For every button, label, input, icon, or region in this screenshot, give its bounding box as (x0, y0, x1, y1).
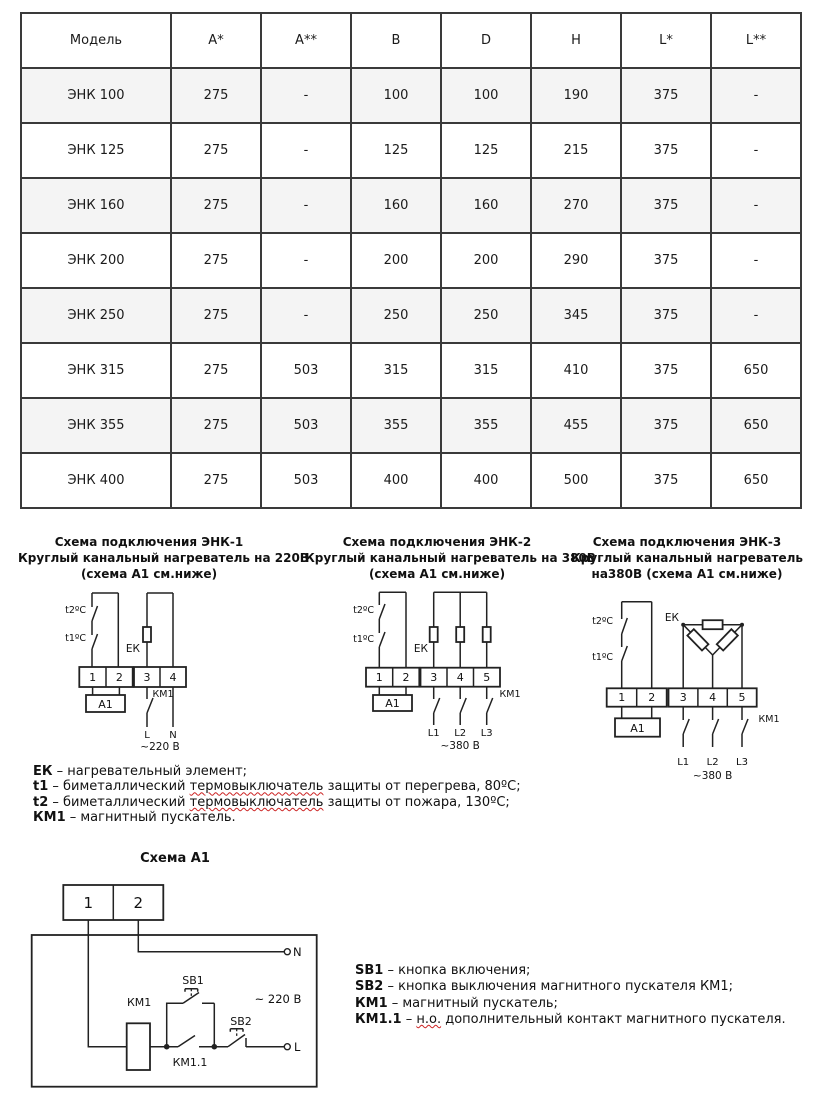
table-cell: 400 (351, 453, 441, 508)
heater-element-symbol (717, 629, 738, 650)
terminal-number: 4 (169, 671, 177, 684)
km1-label: КМ1 (152, 689, 174, 700)
table-cell: 190 (531, 68, 621, 123)
neutral-label: N (169, 730, 177, 741)
legend-wavy-text: термовыключатель (189, 794, 324, 810)
legend-text: – биметаллический (48, 779, 190, 795)
phase-l3-label: L3 (736, 757, 748, 768)
table-cell: - (261, 288, 351, 343)
sb1-label: SB1 (182, 974, 204, 987)
ek-label: ЕК (125, 643, 140, 655)
ek-label: ЕК (664, 612, 679, 624)
table-cell: 275 (171, 68, 261, 123)
legend-item (355, 963, 786, 979)
table-cell: 355 (441, 398, 531, 453)
table-row (21, 233, 801, 288)
legend-term: КМ1.1 (355, 1012, 402, 1028)
heater-element-symbol (143, 627, 151, 642)
terminal-number: 2 (115, 671, 123, 684)
table-cell: 315 (441, 343, 531, 398)
neutral-label: N (293, 945, 302, 959)
schema-a1-diagram (25, 875, 325, 1100)
title-line: на380В (схема А1 см.ниже) (591, 567, 783, 581)
phase-l-label: L (294, 1040, 301, 1054)
terminal-number: 5 (483, 671, 491, 684)
legend-item (33, 779, 521, 794)
table-cell: 345 (531, 288, 621, 343)
legend-item (33, 810, 521, 825)
table-cell: - (261, 123, 351, 178)
header-a2: A** (261, 13, 351, 68)
model-cell: ЭНК 355 (21, 398, 171, 453)
legend-item (355, 1012, 786, 1028)
legend-text: дополнительный контакт магнитного пускателя. (441, 1012, 786, 1028)
table-row (21, 178, 801, 233)
ek-label: ЕК (413, 643, 428, 655)
table-cell: 375 (621, 123, 711, 178)
legend-text: – кнопка включения; (383, 963, 531, 978)
voltage-label: ~380 В (440, 740, 480, 752)
legend-text: – (401, 1012, 417, 1028)
terminal-number: 3 (430, 671, 438, 684)
a1-label: А1 (630, 722, 645, 735)
legend-term: КМ1 (33, 810, 66, 826)
table-cell: 215 (531, 123, 621, 178)
table-cell: 275 (171, 178, 261, 233)
t2-label: t2ºC (353, 605, 374, 616)
legend-term: t2 (33, 794, 49, 810)
header-model: Модель (21, 13, 171, 68)
header-l2: L** (711, 13, 801, 68)
table-cell: 100 (441, 68, 531, 123)
km1-label: КМ1 (758, 714, 780, 725)
table-row (21, 343, 801, 398)
table-cell: 275 (171, 123, 261, 178)
title-line: Схема подключения ЭНК-3 (592, 535, 782, 549)
table-cell: - (711, 233, 801, 288)
table-row (21, 288, 801, 343)
table-cell: - (261, 178, 351, 233)
t1-label: t1ºC (65, 633, 86, 644)
t2-label: t2ºC (592, 616, 613, 627)
model-cell: ЭНК 250 (21, 288, 171, 343)
legend-term: SB1 (355, 963, 384, 978)
title-line: Круглый канальный нагреватель на 380В (305, 551, 596, 565)
wiring-diagram-enk2 (350, 588, 520, 755)
table-cell: 375 (621, 68, 711, 123)
phase-l3-label: L3 (480, 728, 493, 739)
table-cell: 400 (441, 453, 531, 508)
km1-coil (127, 1023, 150, 1070)
heater-element-symbol (456, 627, 464, 642)
table-cell: 275 (171, 233, 261, 288)
phase-l1-label: L1 (677, 757, 690, 768)
legend-wavy-text: н.о. (416, 1012, 442, 1028)
model-cell: ЭНК 100 (21, 68, 171, 123)
diagram3-title (570, 534, 804, 582)
terminal-number: 1 (375, 671, 383, 684)
wiring-lines (79, 593, 186, 727)
legend-item (33, 795, 521, 810)
km1-label: КМ1 (499, 689, 521, 700)
table-cell: 160 (441, 178, 531, 233)
legend-schema-a1 (355, 963, 786, 1029)
phase-l-label: L (144, 730, 150, 741)
table-row (21, 123, 801, 178)
legend-text: – нагревательный элемент; (52, 764, 248, 779)
sb2-label: SB2 (230, 1015, 252, 1028)
km1-label: КМ1 (127, 996, 152, 1009)
diagram2-title (305, 534, 596, 582)
table-cell: 650 (711, 343, 801, 398)
terminal-number: 2 (133, 894, 144, 912)
t1-label: t1ºC (592, 652, 613, 663)
terminal-number: 3 (679, 691, 687, 704)
table-cell: 250 (441, 288, 531, 343)
terminal-number: 1 (83, 894, 94, 912)
table-cell: 375 (621, 398, 711, 453)
heater-element-symbol (430, 627, 438, 642)
heater-element-symbol (703, 620, 723, 629)
title-line: Схема подключения ЭНК-2 (342, 535, 532, 549)
table-cell: - (711, 123, 801, 178)
table-cell: 375 (621, 288, 711, 343)
table-cell: 275 (171, 343, 261, 398)
table-cell: 315 (351, 343, 441, 398)
header-h: H (531, 13, 621, 68)
table-cell: 375 (621, 178, 711, 233)
header-a1: A* (171, 13, 261, 68)
title-line: (схема А1 см.ниже) (368, 567, 506, 581)
table-cell: - (711, 288, 801, 343)
voltage-label: ~380 В (692, 770, 733, 782)
table-cell: 275 (171, 288, 261, 343)
table-cell: 275 (171, 453, 261, 508)
voltage-label: ~ 220 В (254, 992, 302, 1006)
legend-text: защиты от перегрева, 80ºС; (323, 779, 521, 795)
table-cell: - (711, 68, 801, 123)
wiring-diagram-enk3 (590, 592, 790, 788)
wiring-diagram-enk1 (62, 588, 194, 755)
model-cell: ЭНК 400 (21, 453, 171, 508)
legend-term: КМ1 (355, 995, 388, 1011)
table-cell: 275 (171, 398, 261, 453)
terminal-number: 2 (402, 671, 410, 684)
table-cell: 455 (531, 398, 621, 453)
table-cell: 270 (531, 178, 621, 233)
terminal-number: 1 (89, 671, 97, 684)
terminal-number: 5 (738, 691, 746, 704)
phase-l1-label: L1 (427, 728, 440, 739)
voltage-label: ~220 В (140, 741, 180, 753)
table-cell: 290 (531, 233, 621, 288)
table-cell: - (261, 233, 351, 288)
legend-term: t1 (33, 779, 49, 795)
legend-text: – кнопка выключения магнитного пускателя КМ1; (383, 979, 734, 995)
table-cell: 375 (621, 343, 711, 398)
table-cell: 503 (261, 453, 351, 508)
table-cell: - (261, 68, 351, 123)
table-cell: 200 (351, 233, 441, 288)
header-l1: L* (621, 13, 711, 68)
table-cell: 500 (531, 453, 621, 508)
wiring-lines (607, 602, 757, 747)
table-cell: 503 (261, 398, 351, 453)
table-row (21, 68, 801, 123)
a1-label: А1 (385, 697, 400, 710)
table-cell: 375 (621, 233, 711, 288)
model-cell: ЭНК 160 (21, 178, 171, 233)
table-cell: 375 (621, 453, 711, 508)
table-cell: 100 (351, 68, 441, 123)
table-cell: 355 (351, 398, 441, 453)
legend-text: – магнитный пускатель; (387, 995, 558, 1011)
terminal-n-circle (284, 949, 290, 955)
model-cell: ЭНК 315 (21, 343, 171, 398)
title-line: Схема подключения ЭНК-1 (54, 535, 244, 549)
heater-element-symbol (483, 627, 491, 642)
table-row (21, 453, 801, 508)
title-line: (схема А1 см.ниже) (80, 567, 218, 581)
diagram1-title (18, 534, 309, 582)
spec-table (20, 12, 802, 509)
legend-item (33, 764, 521, 779)
table-cell: 503 (261, 343, 351, 398)
table-cell: 125 (441, 123, 531, 178)
terminal-number: 1 (618, 691, 626, 704)
title-line: Круглый канальный нагреватель на 220В (18, 551, 309, 565)
t1-label: t1ºC (353, 634, 374, 645)
a1-label: А1 (98, 698, 113, 711)
legend-components (33, 764, 521, 826)
header-d: D (441, 13, 531, 68)
model-cell: ЭНК 125 (21, 123, 171, 178)
table-cell: 200 (441, 233, 531, 288)
t2-label: t2ºC (65, 605, 86, 616)
km11-label: КМ1.1 (172, 1056, 208, 1069)
title-line: Круглый канальный нагреватель (570, 551, 803, 565)
table-cell: 650 (711, 398, 801, 453)
table-cell: 250 (351, 288, 441, 343)
model-cell: ЭНК 200 (21, 233, 171, 288)
legend-text: – магнитный пускатель. (65, 810, 236, 826)
terminal-number: 3 (143, 671, 151, 684)
table-cell: - (711, 178, 801, 233)
terminal-l-circle (284, 1044, 290, 1050)
phase-l2-label: L2 (706, 757, 719, 768)
terminal-number: 4 (709, 691, 717, 704)
legend-item (355, 996, 786, 1012)
table-header-row (21, 13, 801, 68)
table-cell: 410 (531, 343, 621, 398)
table-cell: 125 (351, 123, 441, 178)
terminal-number: 4 (456, 671, 464, 684)
heater-element-symbol (687, 629, 708, 650)
legend-term: ЕК (33, 764, 53, 779)
table-cell: 650 (711, 453, 801, 508)
legend-text: защиты от пожара, 130ºС; (323, 794, 510, 810)
table-cell: 160 (351, 178, 441, 233)
legend-item (355, 979, 786, 995)
table-row (21, 398, 801, 453)
phase-l2-label: L2 (454, 728, 467, 739)
terminal-number: 2 (648, 691, 656, 704)
legend-text: – биметаллический (48, 794, 190, 810)
legend-wavy-text: термовыключатель (189, 779, 324, 795)
header-b: B (351, 13, 441, 68)
legend-term: SB2 (355, 979, 384, 995)
schema-a1-title: Схема А1 (140, 851, 210, 866)
